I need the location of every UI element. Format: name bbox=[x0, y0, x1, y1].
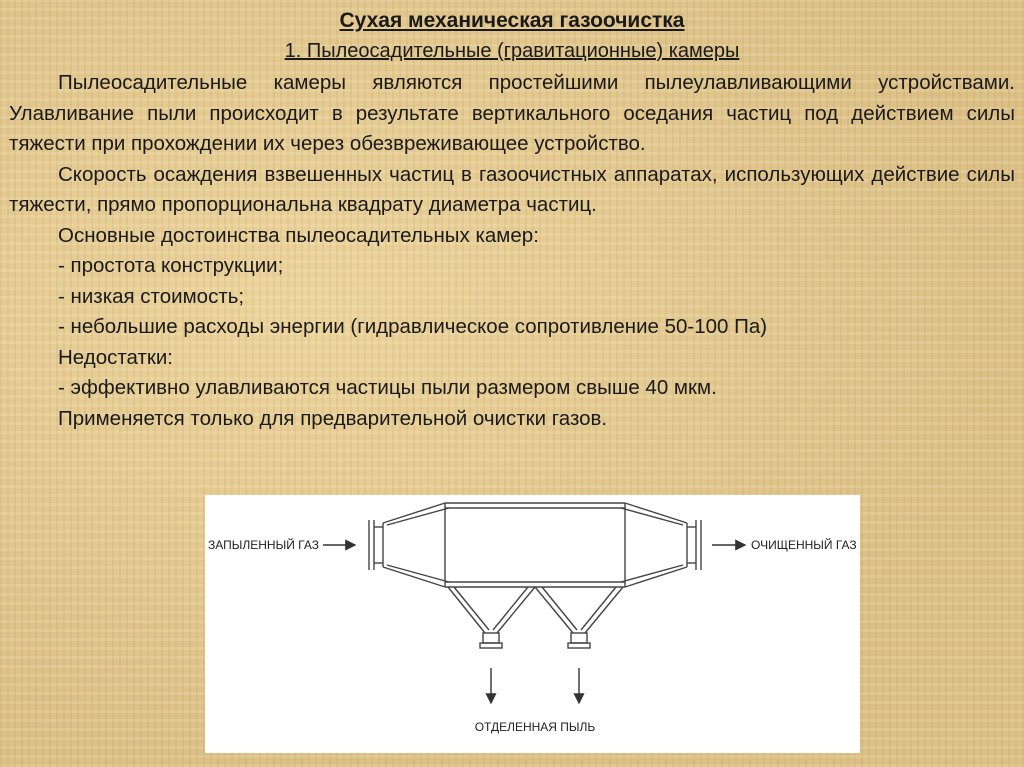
advantages-heading: Основные достоинства пылеосадительных камер: bbox=[58, 223, 539, 247]
paragraph-description: Пылеосадительные камеры являются простейшими пылеулавливающими устройствами. Улавливание пыли происходит в результате вертикального оседания частиц под действием силы тяжести при прохождении их через обезвреживающее устройство. bbox=[9, 71, 1015, 155]
dust-label: ОТДЕЛЕННАЯ ПЫЛЬ bbox=[474, 720, 596, 734]
advantage-item: - простота конструкции; bbox=[58, 254, 284, 277]
body-text bbox=[9, 68, 1015, 434]
settling-chamber-diagram bbox=[205, 495, 860, 753]
paragraph-settling-speed: Скорость осаждения взвешенных частиц в газоочистных аппаратах, использующих действие силы тяжести, прямо пропорциональна квадрату диаметра частиц. bbox=[9, 162, 1015, 216]
inlet-label: ЗАПЫЛЕННЫЙ ГАЗ bbox=[208, 538, 319, 552]
outlet-label: ОЧИЩЕННЫЙ ГАЗ bbox=[751, 538, 857, 552]
advantage-item: - низкая стоимость; bbox=[58, 284, 245, 308]
settling-chamber-drawing bbox=[205, 495, 860, 753]
advantage-item: - небольшие расходы энергии (гидравлическое сопротивление 50-100 Па) bbox=[58, 315, 768, 338]
disadvantages-heading: Недостатки: bbox=[58, 345, 173, 369]
slide-title: Сухая механическая газоочистка bbox=[339, 9, 685, 32]
disadvantage-item: - эффективно улавливаются частицы пыли размером свыше 40 мкм. bbox=[58, 376, 717, 399]
conclusion: Применяется только для предварительной очистки газов. bbox=[58, 406, 608, 430]
chamber-body bbox=[369, 503, 701, 648]
slide-subtitle: 1. Пылеосадительные (гравитационные) камеры bbox=[284, 40, 740, 62]
